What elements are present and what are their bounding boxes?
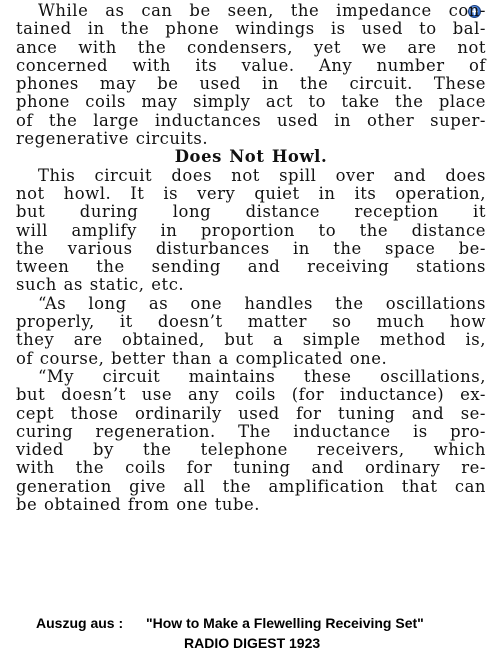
text-line: regenerative circuits.	[16, 129, 209, 149]
text-line: “My circuit maintains these oscillations,	[38, 366, 486, 386]
text-line: vided by the telephone receivers, which	[16, 440, 486, 460]
text-line: of the large inductances used in other super-	[16, 110, 486, 130]
text-line: but during long distance reception it	[16, 202, 486, 222]
text-line: be obtained from one tube.	[16, 495, 261, 515]
paragraph-does-not-howl	[16, 167, 486, 295]
text-line: but doesn’t use any coils (for inductance) ex-	[16, 385, 486, 405]
text-line: This circuit does not spill over and does	[38, 165, 486, 185]
text-line: phone coils may simply act to take the place	[16, 92, 486, 112]
text-line: not howl. It is very quiet in its operation,	[16, 183, 486, 203]
text-line: the various disturbances in the space be-	[16, 238, 486, 258]
text-line: curing regeneration. The inductance is pro-	[16, 421, 486, 441]
section-heading: Does Not Howl.	[174, 147, 328, 167]
paragraph-my-circuit	[16, 368, 486, 514]
text-line: of course, better than a complicated one.	[16, 348, 388, 368]
text-line: cept those ordinarily used for tuning and se-	[16, 403, 486, 423]
text-line: properly, it doesn’t matter so much how	[16, 312, 486, 332]
text-line: will amplify in proportion to the distance	[16, 220, 486, 240]
paragraph-impedance	[16, 2, 486, 148]
caption-publication: RADIO DIGEST 1923	[184, 635, 321, 651]
text-line: tained in the phone windings is used to bal-	[16, 19, 486, 39]
text-line: they are obtained, but a simple method is,	[16, 330, 486, 350]
paragraph-oscillations	[16, 295, 486, 368]
text-line: such as static, etc.	[16, 275, 185, 295]
text-line: with the coils for tuning and ordinary re-	[16, 458, 486, 478]
caption-prefix: Auszug aus :	[36, 615, 124, 631]
text-line: generation give all the amplification that can	[16, 476, 486, 496]
text-line: phones may be used in the circuit. These	[16, 74, 486, 94]
caption-source-title: "How to Make a Flewelling Receiving Set"	[146, 615, 424, 631]
text-line: ance with the condensers, yet we are not	[16, 37, 486, 57]
text-line: While as can be seen, the impedance con-	[38, 1, 486, 20]
text-line: “As long as one handles the oscillations	[38, 293, 486, 313]
text-line: tween the sending and receiving stations	[16, 257, 486, 277]
article-text	[16, 2, 486, 514]
text-line: concerned with its value. Any number of	[16, 55, 486, 75]
